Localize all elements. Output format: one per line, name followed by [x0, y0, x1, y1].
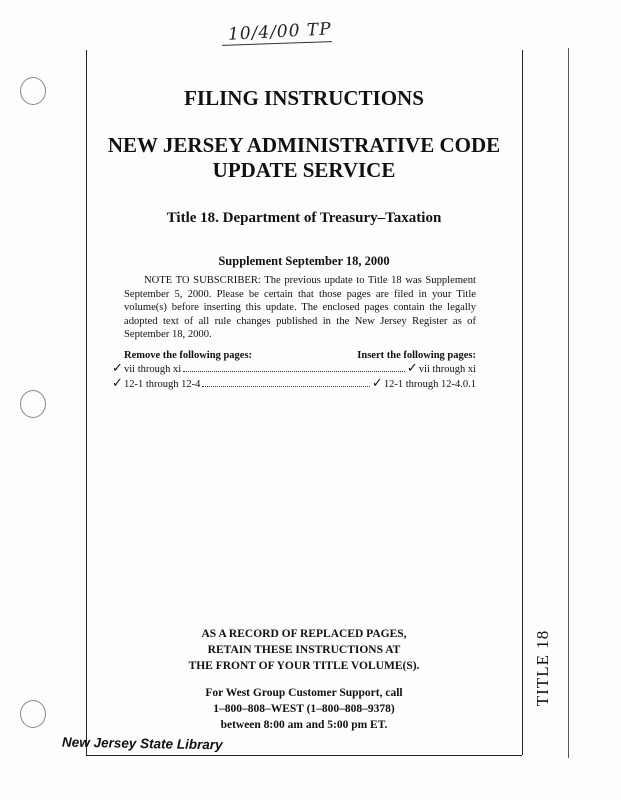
- page-title: FILING INSTRUCTIONS: [184, 86, 424, 110]
- check-mark-icon: ✓: [112, 361, 123, 376]
- library-stamp: New Jersey State Library: [61, 734, 223, 753]
- record-notice: [86, 626, 522, 674]
- punch-hole-middle: [20, 390, 46, 418]
- page-frame-bottom: [86, 755, 522, 756]
- record-notice-line3: THE FRONT OF YOUR TITLE VOLUME(S).: [188, 660, 420, 672]
- record-notice-line2: RETAIN THESE INSTRUCTIONS AT: [207, 644, 401, 656]
- insert-pages-value: vii through xi: [418, 364, 476, 375]
- punch-hole-top: [20, 77, 46, 105]
- check-mark-icon: ✓: [406, 361, 418, 376]
- check-mark-icon: ✓: [371, 376, 383, 391]
- insert-pages-header: Insert the following pages:: [357, 350, 476, 361]
- record-notice-line1: AS A RECORD OF REPLACED PAGES,: [201, 628, 407, 640]
- table-row: [112, 376, 476, 391]
- dot-leader: [202, 386, 369, 387]
- spine-label: TITLE 18: [533, 629, 552, 707]
- remove-pages-value: vii through xi: [124, 364, 182, 375]
- customer-support-info: [86, 685, 522, 733]
- insert-pages-value: 12-1 through 12-4.0.1: [383, 379, 476, 390]
- subscriber-note: NOTE TO SUBSCRIBER: The previous update to Title 18 was Supplement September 5, 2000. Please be certain that those pages are filed in your Title volume(s) before inserting this update. The enclosed pages contain the legally adopted text of all rule changes published in the New Jersey Register as of September 18, 2000.: [124, 275, 476, 340]
- support-phone: 1–800–808–WEST (1–800–808–9378): [213, 703, 395, 715]
- service-title-line1: NEW JERSEY ADMINISTRATIVE CODE: [107, 133, 501, 157]
- check-mark-icon: ✓: [112, 376, 123, 391]
- punch-hole-bottom: [20, 700, 46, 728]
- support-hours: between 8:00 am and 5:00 pm ET.: [220, 719, 388, 731]
- service-title: [86, 133, 522, 183]
- remove-pages-header: Remove the following pages:: [124, 350, 253, 361]
- support-line1: For West Group Customer Support, call: [205, 687, 403, 699]
- spine-frame-right: [568, 48, 569, 758]
- dot-leader: [183, 371, 405, 372]
- service-title-line2: UPDATE SERVICE: [212, 158, 396, 182]
- title-heading: Title 18. Department of Treasury–Taxation: [166, 210, 442, 226]
- handwritten-date-note: 10/4/00 TP: [227, 19, 333, 45]
- remove-pages-value: 12-1 through 12-4: [124, 379, 201, 390]
- page-frame-right: [522, 50, 523, 755]
- supplement-date: Supplement September 18, 2000: [218, 254, 390, 268]
- table-row: [112, 361, 476, 376]
